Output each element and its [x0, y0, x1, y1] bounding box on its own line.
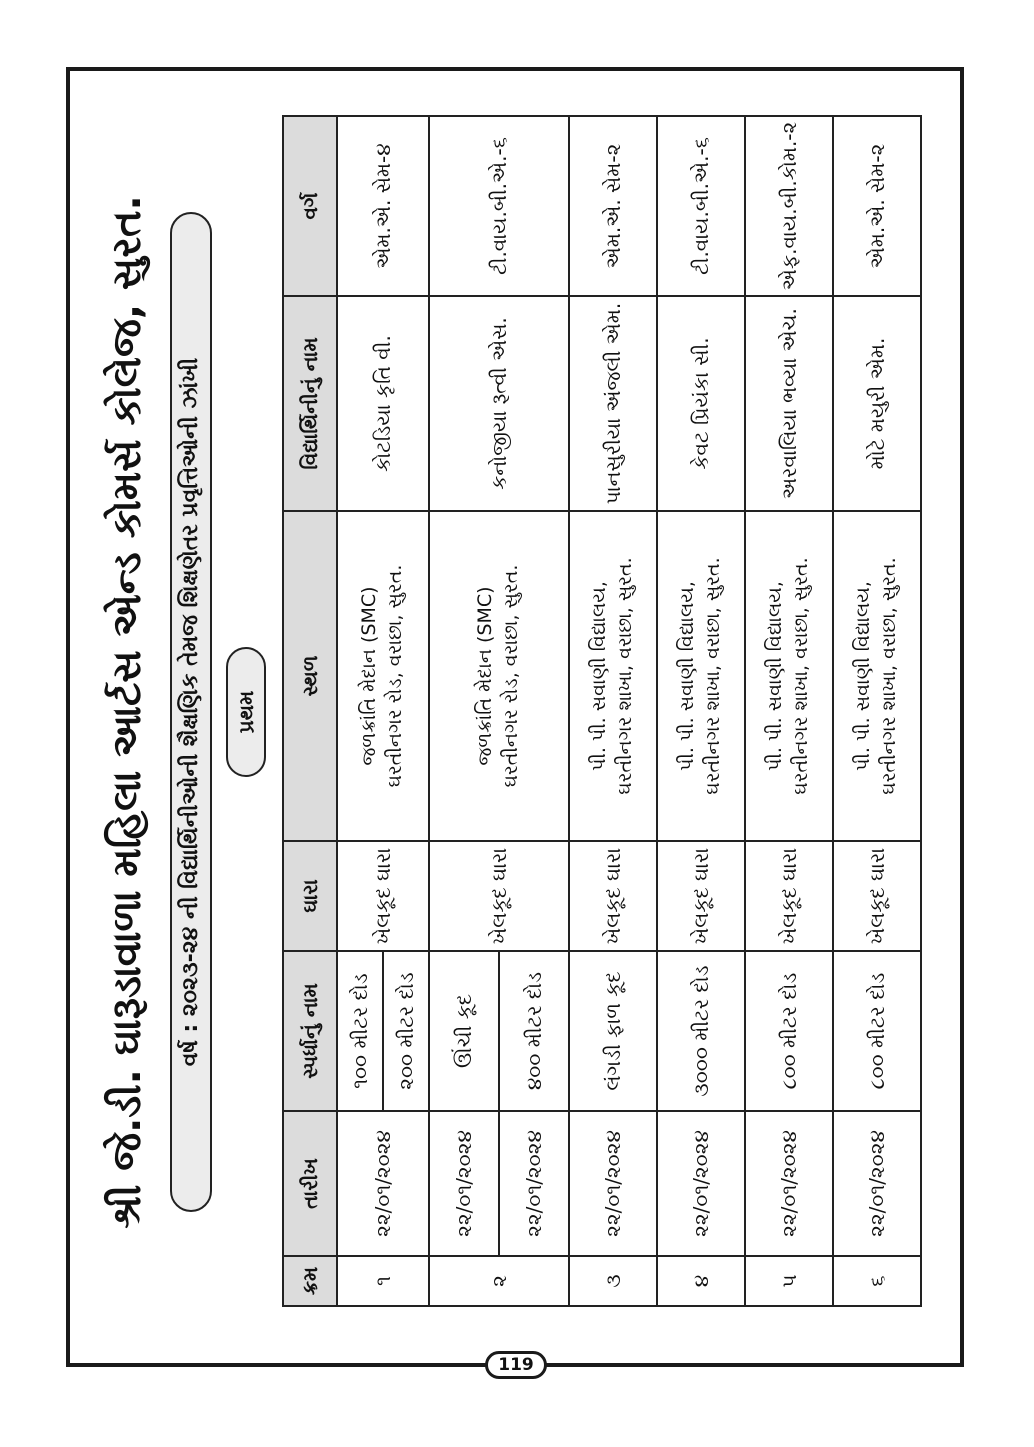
place-line-2: ઘરતીનગર શાખા, વરાછા, સુરત.: [614, 557, 636, 795]
place-line-1: પી. પી. સવાણી વિદ્યાલય,: [588, 581, 611, 771]
cell-student: મોટે મયુરી એમ.: [833, 296, 921, 511]
table-header-row: [283, 116, 337, 1306]
header-class: વર્ગ: [283, 116, 337, 296]
header-place: સ્થળ: [283, 511, 337, 841]
cell-date: ૨૨/૦૧/૨૦૨૪: [499, 1111, 569, 1256]
cell-class: એમ.એ. સેમ-૪: [337, 116, 429, 296]
cell-serial: ૫: [745, 1256, 833, 1306]
cell-event: ૩૦૦૦ મીટર દોડ: [657, 951, 745, 1111]
table-row: [833, 116, 921, 1306]
cell-place: [657, 511, 745, 841]
cell-class: ટી.વાય.બી.એ.-૬: [429, 116, 569, 296]
header-date: તારીખ: [283, 1111, 337, 1256]
place-line-1: જળક્રાંતિ મેદાન (SMC): [474, 586, 497, 766]
cell-student: કનોજીયા રૂત્વી એસ.: [429, 296, 569, 511]
table-row: [569, 116, 657, 1306]
cell-dhara: ખેલકૂદ ઘારા: [569, 841, 657, 951]
rotated-content: [92, 87, 932, 1337]
cell-date: ૨૨/૦૧/૨૦૨૪: [337, 1111, 429, 1256]
cell-place: [745, 511, 833, 841]
cell-event: ૧૦૦ મીટર દોડ: [337, 951, 383, 1111]
cell-dhara: ખેલકૂદ ઘારા: [833, 841, 921, 951]
cell-event: ૪૦૦ મીટર દોડ: [499, 951, 569, 1111]
cell-serial: ૬: [833, 1256, 921, 1306]
cell-serial: ૩: [569, 1256, 657, 1306]
cell-date: ૨૨/૦૧/૨૦૨૪: [657, 1111, 745, 1256]
cell-class: એફ.વાય.બી.કોમ.-૨: [745, 116, 833, 296]
cell-event: ૮૦૦ મીટર દોડ: [833, 951, 921, 1111]
cell-student: કોટડિયા કૃતિ વી.: [337, 296, 429, 511]
cell-class: એમ.એ. સેમ-૨: [569, 116, 657, 296]
table-row: [337, 116, 383, 1306]
cell-place: [429, 511, 569, 841]
header-student: વિદ્યાર્થિનીનું નામ: [283, 296, 337, 511]
place-line-2: ઘરતીનગર શાખા, વરાછા, સુરત.: [878, 557, 900, 795]
header-dhara: ઘારા: [283, 841, 337, 951]
cell-serial: ૨: [429, 1256, 569, 1306]
cell-event: ૨૦૦ મીટર દોડ: [383, 951, 429, 1111]
page-title: શ્રી જે.ડી. ઘારૂડાવાળા મહિલા આર્ટસ એન્ડ કોમર્સ કોલેજ, સુરત.: [104, 195, 150, 1229]
subtitle-pill: વર્ષ : ૨૦૨૩-૨૪ ની વિદ્યાર્થિનીઓની શૈક્ષણિક તેમજ શિક્ષણેતર પ્રવૃત્તિઓની ઝાંખી: [170, 212, 212, 1212]
cell-student: પાનસુરીયા અંજલી એમ.: [569, 296, 657, 511]
cell-student: અરવાલિયા ભવ્યા એચ.: [745, 296, 833, 511]
cell-class: એમ.એ. સેમ-૨: [833, 116, 921, 296]
activities-table: [282, 115, 922, 1307]
cell-place: [337, 511, 429, 841]
table-row: [745, 116, 833, 1306]
place-line-2: ઘરતીનગર રોડ, વરાછા, સુરત.: [384, 564, 406, 788]
cell-event: લંગડી ફાળ કૂદ: [569, 951, 657, 1111]
place-line-2: ઘરતીનગર શાખા, વરાછા, સુરત.: [702, 557, 724, 795]
cell-class: ટી.વાય.બી.એ.-૬: [657, 116, 745, 296]
table-row: [429, 116, 499, 1306]
place-line-1: પી. પી. સવાણી વિદ્યાલય,: [676, 581, 699, 771]
cell-date: ૨૨/૦૧/૨૦૨૪: [745, 1111, 833, 1256]
place-line-1: જળક્રાંતિ મેદાન (SMC): [358, 586, 381, 766]
cell-serial: ૪: [657, 1256, 745, 1306]
header-event: સ્પર્ધાનું નામ: [283, 951, 337, 1111]
page-number: 119: [485, 1351, 547, 1379]
cell-date: ૨૨/૦૧/૨૦૨૪: [569, 1111, 657, 1256]
cell-place: [569, 511, 657, 841]
cell-dhara: ખેલકૂદ ઘારા: [429, 841, 569, 951]
table-row: [657, 116, 745, 1306]
cell-dhara: ખેલકૂદ ઘારા: [337, 841, 429, 951]
cell-event: ૮૦૦ મીટર દોડ: [745, 951, 833, 1111]
cell-date: ૨૨/૦૧/૨૦૨૪: [429, 1111, 499, 1256]
place-line-1: પી. પી. સવાણી વિદ્યાલય,: [764, 581, 787, 771]
cell-place: [833, 511, 921, 841]
rank-badge: પ્રથમ: [226, 647, 266, 777]
cell-event: ઊંચી કૂદ: [429, 951, 499, 1111]
place-line-1: પી. પી. સવાણી વિદ્યાલય,: [852, 581, 875, 771]
cell-serial: ૧: [337, 1256, 429, 1306]
place-line-2: ઘરતીનગર રોડ, વરાછા, સુરત.: [500, 564, 522, 788]
cell-dhara: ખેલકૂદ ઘારા: [745, 841, 833, 951]
header-serial: ક્રમ: [283, 1256, 337, 1306]
cell-student: કેવટ પ્રિયંકા સી.: [657, 296, 745, 511]
place-line-2: ઘરતીનગર શાખા, વરાછા, સુરત.: [790, 557, 812, 795]
cell-date: ૨૨/૦૧/૨૦૨૪: [833, 1111, 921, 1256]
cell-dhara: ખેલકૂદ ઘારા: [657, 841, 745, 951]
